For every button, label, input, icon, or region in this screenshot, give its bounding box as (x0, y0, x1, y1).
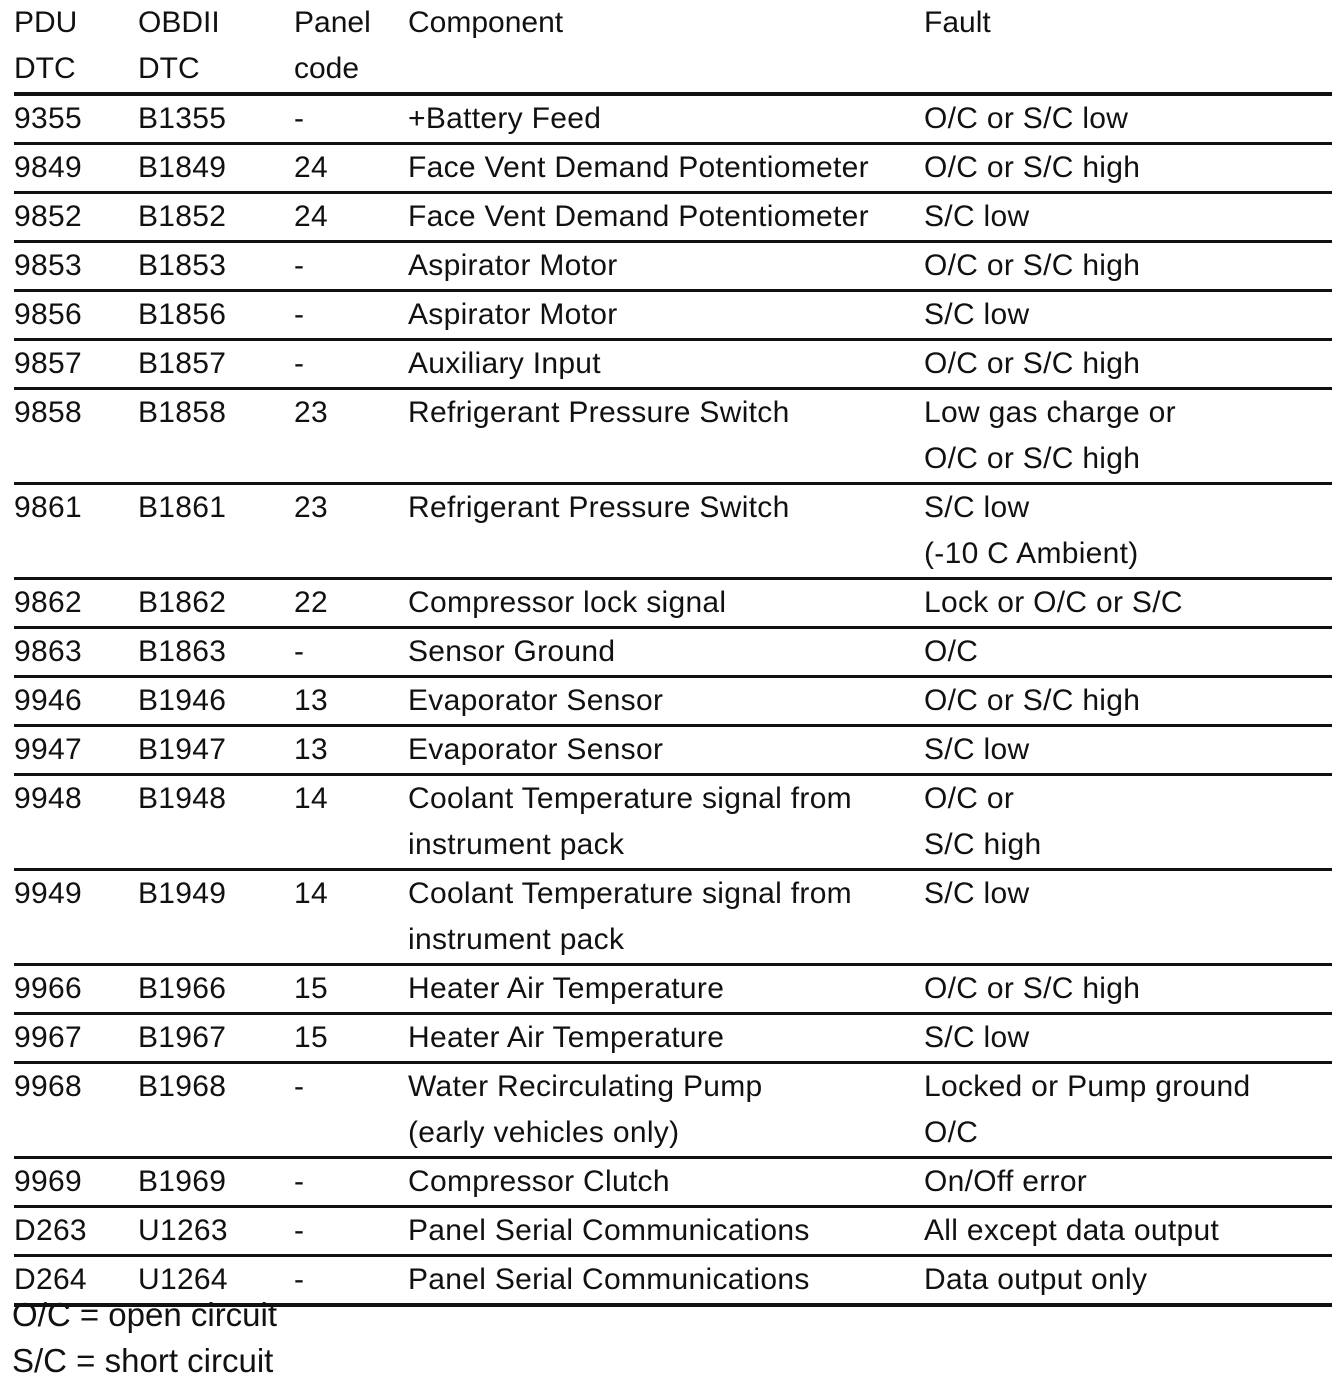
table-row (14, 292, 1332, 341)
cell-obdii-dtc: B1949 (138, 877, 227, 910)
cell-obdii-dtc: B1849 (138, 151, 227, 184)
table-row (14, 871, 1332, 966)
cell-obdii-dtc: B1947 (138, 733, 227, 766)
cell-obdii-dtc: B1966 (138, 972, 227, 1005)
cell-panel-code: - (294, 1165, 305, 1198)
cell-fault: O/C or S/C high (924, 684, 1141, 717)
header-pdu-dtc: PDU DTC (14, 6, 78, 85)
cell-panel-code: - (294, 249, 305, 282)
cell-component: Heater Air Temperature (408, 1021, 725, 1054)
table-row (14, 96, 1332, 145)
cell-fault: Data output only (924, 1263, 1148, 1296)
table-row (14, 1015, 1332, 1064)
cell-obdii-dtc: U1263 (138, 1214, 228, 1247)
cell-pdu-dtc: 9355 (14, 102, 82, 135)
cell-fault: S/C low (924, 1021, 1030, 1054)
cell-component: Refrigerant Pressure Switch (408, 491, 790, 524)
cell-obdii-dtc: B1967 (138, 1021, 227, 1054)
cell-pdu-dtc: 9947 (14, 733, 82, 766)
table-row (14, 243, 1332, 292)
table-body (14, 96, 1332, 1306)
cell-fault: O/C (924, 635, 979, 668)
cell-obdii-dtc: B1969 (138, 1165, 227, 1198)
cell-obdii-dtc: B1862 (138, 586, 227, 619)
table-row (14, 1208, 1332, 1257)
cell-fault: O/C or S/C low (924, 102, 1129, 135)
cell-obdii-dtc: B1856 (138, 298, 227, 331)
table-row (14, 485, 1332, 580)
cell-pdu-dtc: 9862 (14, 586, 82, 619)
cell-fault: On/Off error (924, 1165, 1088, 1198)
cell-fault: S/C low (924, 733, 1030, 766)
cell-fault: O/C or S/C high (924, 347, 1141, 380)
cell-component: Coolant Temperature signal from instrument pack (408, 877, 852, 956)
cell-obdii-dtc: B1858 (138, 396, 227, 429)
legend (12, 1292, 277, 1384)
cell-obdii-dtc: B1861 (138, 491, 227, 524)
cell-pdu-dtc: 9967 (14, 1021, 82, 1054)
cell-fault: All except data output (924, 1214, 1220, 1247)
cell-panel-code: 23 (294, 396, 328, 429)
cell-component: Evaporator Sensor (408, 733, 664, 766)
cell-obdii-dtc: B1857 (138, 347, 227, 380)
table-header (14, 0, 1332, 92)
cell-obdii-dtc: U1264 (138, 1263, 228, 1296)
cell-pdu-dtc: 9948 (14, 782, 82, 815)
cell-obdii-dtc: B1863 (138, 635, 227, 668)
cell-fault: O/C or S/C high (924, 972, 1141, 1005)
cell-component: Aspirator Motor (408, 298, 618, 331)
table-row (14, 390, 1332, 485)
cell-component: Compressor Clutch (408, 1165, 670, 1198)
cell-component: Aspirator Motor (408, 249, 618, 282)
cell-component: Face Vent Demand Potentiometer (408, 200, 869, 233)
table-row (14, 1064, 1332, 1159)
header-obdii-dtc: OBDII DTC (138, 6, 220, 85)
table-row (14, 194, 1332, 243)
cell-pdu-dtc: 9946 (14, 684, 82, 717)
cell-obdii-dtc: B1946 (138, 684, 227, 717)
cell-fault: O/C or S/C high (924, 249, 1141, 282)
cell-panel-code: - (294, 347, 305, 380)
cell-obdii-dtc: B1852 (138, 200, 227, 233)
cell-panel-code: - (294, 1070, 305, 1103)
cell-pdu-dtc: 9949 (14, 877, 82, 910)
cell-component: Panel Serial Communications (408, 1214, 810, 1247)
cell-panel-code: - (294, 1263, 305, 1296)
table-row (14, 776, 1332, 871)
cell-panel-code: 13 (294, 733, 328, 766)
table-row (14, 341, 1332, 390)
table-row (14, 580, 1332, 629)
table-row (14, 1159, 1332, 1208)
cell-pdu-dtc: D264 (14, 1263, 87, 1296)
cell-fault: S/C low (924, 298, 1030, 331)
cell-pdu-dtc: 9849 (14, 151, 82, 184)
cell-obdii-dtc: B1355 (138, 102, 227, 135)
cell-pdu-dtc: D263 (14, 1214, 87, 1247)
header-component: Component (408, 6, 564, 39)
cell-panel-code: 24 (294, 200, 328, 233)
cell-component: Auxiliary Input (408, 347, 601, 380)
legend-open-circuit: O/C = open circuit (12, 1296, 278, 1333)
cell-pdu-dtc: 9857 (14, 347, 82, 380)
cell-fault: Lock or O/C or S/C (924, 586, 1183, 619)
cell-component: Sensor Ground (408, 635, 616, 668)
cell-pdu-dtc: 9858 (14, 396, 82, 429)
cell-component: Heater Air Temperature (408, 972, 725, 1005)
cell-panel-code: - (294, 1214, 305, 1247)
table-row (14, 727, 1332, 776)
table-row (14, 629, 1332, 678)
dtc-table (14, 0, 1332, 1307)
cell-pdu-dtc: 9863 (14, 635, 82, 668)
cell-component: Water Recirculating Pump (early vehicles only) (408, 1070, 763, 1149)
cell-fault: O/C or S/C high (924, 782, 1042, 861)
header-fault: Fault (924, 6, 991, 39)
cell-pdu-dtc: 9856 (14, 298, 82, 331)
cell-component: Compressor lock signal (408, 586, 727, 619)
cell-obdii-dtc: B1968 (138, 1070, 227, 1103)
cell-panel-code: 13 (294, 684, 328, 717)
cell-pdu-dtc: 9968 (14, 1070, 82, 1103)
table-row (14, 678, 1332, 727)
cell-fault: O/C or S/C high (924, 151, 1141, 184)
legend-short-circuit: S/C = short circuit (12, 1342, 274, 1379)
cell-obdii-dtc: B1853 (138, 249, 227, 282)
cell-component: Refrigerant Pressure Switch (408, 396, 790, 429)
cell-component: Evaporator Sensor (408, 684, 664, 717)
cell-component: +Battery Feed (408, 102, 602, 135)
cell-panel-code: 15 (294, 972, 328, 1005)
cell-fault: S/C low (924, 200, 1030, 233)
cell-component: Face Vent Demand Potentiometer (408, 151, 869, 184)
cell-pdu-dtc: 9966 (14, 972, 82, 1005)
cell-pdu-dtc: 9861 (14, 491, 82, 524)
cell-panel-code: - (294, 298, 305, 331)
cell-pdu-dtc: 9853 (14, 249, 82, 282)
cell-fault: Low gas charge or O/C or S/C high (924, 396, 1176, 475)
cell-panel-code: 23 (294, 491, 328, 524)
cell-pdu-dtc: 9852 (14, 200, 82, 233)
cell-panel-code: 14 (294, 877, 328, 910)
cell-fault: S/C low (924, 877, 1030, 910)
cell-obdii-dtc: B1948 (138, 782, 227, 815)
cell-fault: Locked or Pump ground O/C (924, 1070, 1251, 1149)
table-row (14, 145, 1332, 194)
cell-panel-code: 24 (294, 151, 328, 184)
cell-component: Panel Serial Communications (408, 1263, 810, 1296)
cell-panel-code: 14 (294, 782, 328, 815)
cell-fault: S/C low (-10 C Ambient) (924, 491, 1139, 570)
cell-panel-code: - (294, 102, 305, 135)
cell-pdu-dtc: 9969 (14, 1165, 82, 1198)
cell-component: Coolant Temperature signal from instrument pack (408, 782, 852, 861)
cell-panel-code: 15 (294, 1021, 328, 1054)
cell-panel-code: - (294, 635, 305, 668)
table-row (14, 966, 1332, 1015)
header-panel-code: Panel code (294, 6, 371, 85)
cell-panel-code: 22 (294, 586, 328, 619)
